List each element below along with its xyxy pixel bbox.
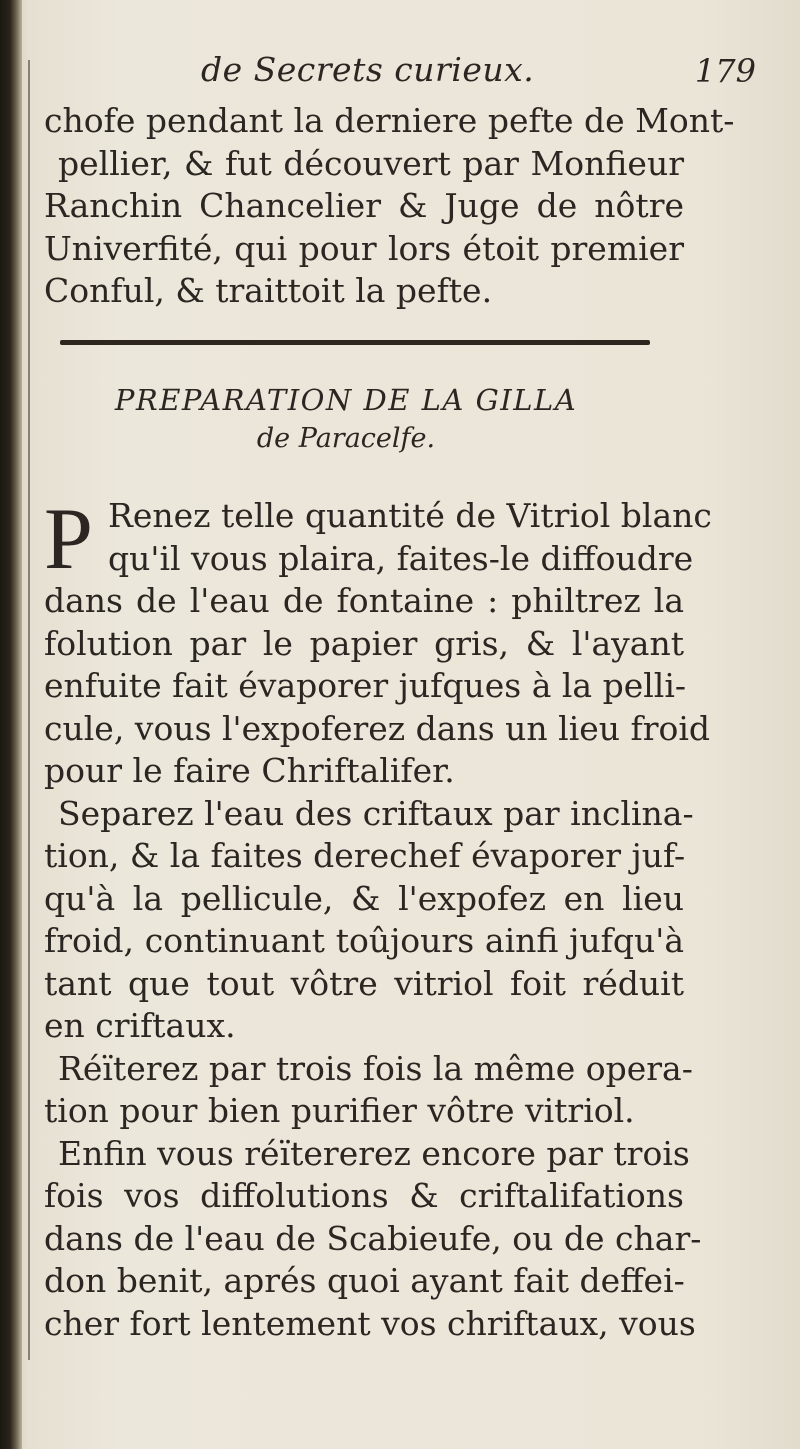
- text-line: qu'à la pellicule, & l'expofez en lieu: [44, 878, 684, 918]
- text-line: en criftaux.: [44, 1006, 236, 1045]
- text-line: folution par le papier gris, & l'ayant: [44, 623, 684, 663]
- page-header: [46, 50, 786, 98]
- page-number: 179: [694, 52, 756, 90]
- text-line: fois vos diffolutions & criftalifations: [44, 1176, 684, 1215]
- text-line: enfuite fait évaporer jufques à la pelli-: [44, 666, 687, 705]
- text-line: qu'il vous plaira, faites-le diffoudre: [108, 538, 694, 578]
- text-line: don benit, aprés quoi ayant fait deffei-: [44, 1261, 685, 1300]
- text-line: Conful, & traittoit la pefte.: [44, 271, 493, 310]
- top-paragraph: [44, 100, 735, 313]
- section-divider-rule: [60, 340, 650, 345]
- drop-cap: P: [44, 491, 93, 588]
- book-spine-shadow: [0, 0, 22, 1449]
- text-line: Separez l'eau des criftaux par inclina-: [58, 793, 694, 833]
- section-title: PREPARATION DE LA GILLA: [114, 383, 578, 417]
- text-line: tion pour bien purifier vôtre vitriol.: [44, 1091, 635, 1130]
- first-paragraph-lines: [108, 495, 712, 580]
- text-line: cher fort lentement vos chriftaux, vous: [44, 1303, 696, 1343]
- text-line: pellier, & fut découvert par Monfieur: [58, 143, 684, 183]
- text-line: pour le faire Chriftalifer.: [44, 751, 455, 790]
- text-line: tant que tout vôtre vitriol foit réduit: [44, 963, 684, 1003]
- text-line: tion, & la faites derechef évaporer juf-: [44, 836, 686, 875]
- margin-line: [28, 60, 30, 1360]
- text-line: dans de l'eau de Scabieufe, ou de char-: [44, 1218, 702, 1258]
- text-line: Enfin vous réïtererez encore par trois: [58, 1133, 690, 1173]
- running-title: de Secrets curieux.: [201, 50, 535, 89]
- text-line: dans de l'eau de fontaine : philtrez la: [44, 581, 684, 620]
- text-line: chofe pendant la derniere pefte de Mont-: [44, 101, 735, 140]
- text-line: Réïterez par trois fois la même opera-: [58, 1048, 693, 1088]
- body-text: [44, 580, 711, 1345]
- text-line: froid, continuant toûjours ainfi jufqu'à: [44, 921, 684, 960]
- text-line: cule, vous l'expoferez dans un lieu froid: [44, 708, 711, 748]
- text-line: Univerfité, qui pour lors étoit premier: [44, 228, 684, 268]
- text-line: Ranchin Chancelier & Juge de nôtre: [44, 186, 684, 225]
- section-subtitle: de Paracelfe.: [256, 423, 436, 454]
- text-line: Renez telle quantité de Vitriol blanc: [108, 496, 712, 535]
